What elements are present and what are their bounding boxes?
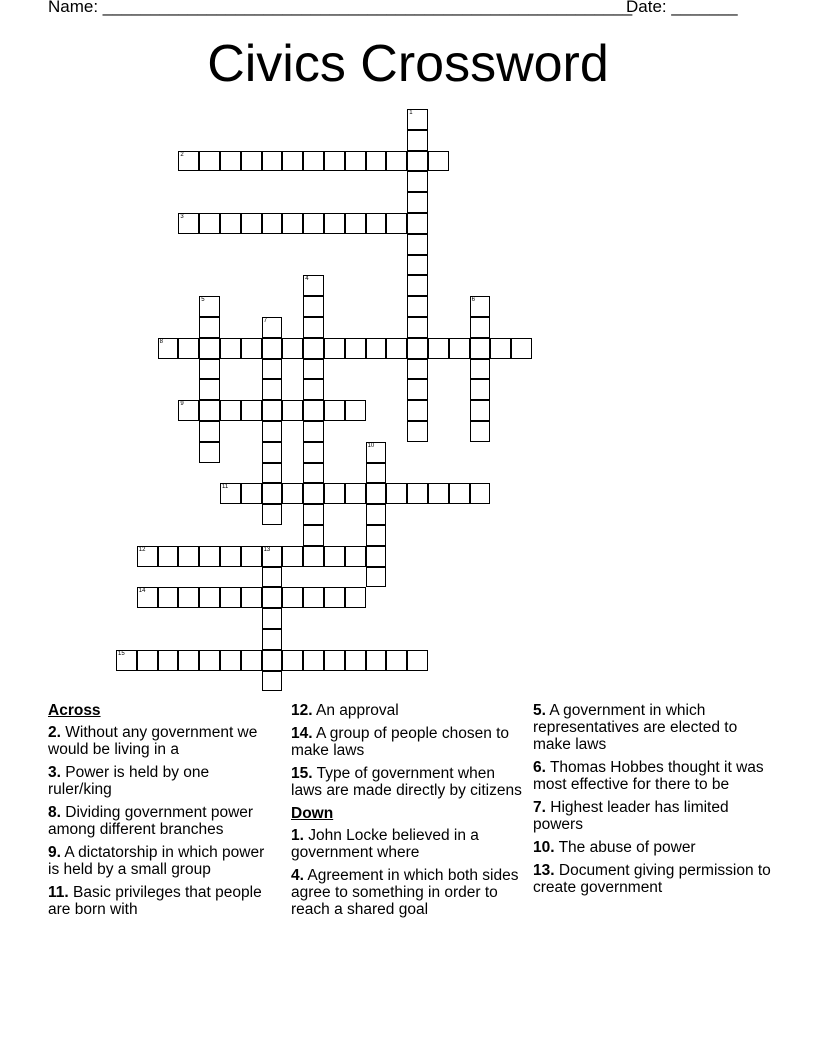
grid-cell[interactable] [324,338,345,359]
grid-cell[interactable] [407,379,428,400]
grid-cell[interactable] [345,546,366,567]
clue-text: The abuse of power [558,839,696,856]
clues-column-2 [291,702,523,924]
clue-number: 13. [533,862,555,879]
grid-cell[interactable] [220,587,241,608]
grid-cell[interactable] [303,587,324,608]
clue-across-3 [48,764,273,798]
clue-across-9 [48,844,273,878]
grid-cell[interactable] [366,213,387,234]
grid-cell[interactable] [303,296,324,317]
grid-cell[interactable] [199,151,220,172]
grid-cell[interactable] [282,151,303,172]
clue-text: Power is held by one ruler/king [48,764,210,798]
grid-cell[interactable] [199,359,220,380]
grid-cell[interactable] [262,442,283,463]
grid-cell[interactable] [407,130,428,151]
grid-cell[interactable] [199,338,220,359]
grid-cell[interactable] [199,587,220,608]
grid-cell[interactable] [303,421,324,442]
clue-number: 1. [291,827,304,844]
grid-cell[interactable] [324,213,345,234]
grid-cell[interactable] [470,379,491,400]
clue-text: A dictatorship in which power is held by a small group [48,844,265,878]
grid-cell[interactable] [282,483,303,504]
grid-cell[interactable] [158,650,179,671]
cell-number: 15 [118,650,125,657]
grid-cell[interactable] [345,400,366,421]
cell-number: 9 [180,401,184,408]
clue-text: Agreement in which both sides agree to something in order to reach a shared goal [291,867,519,918]
grid-cell[interactable] [366,442,387,463]
grid-cell[interactable] [262,463,283,484]
grid-cell[interactable] [262,379,283,400]
clue-number: 4. [291,867,304,884]
grid-cell[interactable] [407,296,428,317]
across-heading: Across [48,702,101,719]
down-heading: Down [291,805,334,822]
grid-cell[interactable] [470,359,491,380]
grid-cell[interactable] [303,379,324,400]
grid-cell[interactable] [199,442,220,463]
grid-cell[interactable] [262,151,283,172]
grid-cell[interactable] [199,421,220,442]
cell-number: 1 [409,110,413,116]
grid-cell[interactable] [220,650,241,671]
grid-cell[interactable] [303,442,324,463]
grid-cell[interactable] [262,587,283,608]
grid-cell[interactable] [407,400,428,421]
clue-number: 11. [48,884,69,901]
grid-cell[interactable] [220,546,241,567]
grid-cell[interactable] [470,317,491,338]
grid-cell[interactable] [303,504,324,525]
grid-cell[interactable] [282,338,303,359]
clue-number: 5. [533,702,546,719]
grid-cell[interactable] [366,567,387,588]
grid-cell[interactable] [282,587,303,608]
grid-cell[interactable] [366,504,387,525]
clue-number: 7. [533,799,546,816]
grid-cell[interactable] [199,379,220,400]
grid-cell[interactable] [511,338,532,359]
clue-down-6 [533,759,773,793]
grid-cell[interactable] [449,338,470,359]
clue-text: Without any government we would be living in a [48,724,258,758]
grid-cell[interactable] [407,192,428,213]
grid-cell[interactable] [407,275,428,296]
grid-cell[interactable] [262,671,283,692]
grid-cell[interactable] [345,483,366,504]
clue-text: A group of people chosen to make laws [291,725,510,759]
grid-cell[interactable] [262,483,283,504]
clue-across-8 [48,804,273,838]
grid-cell[interactable] [345,587,366,608]
cell-number: 4 [305,276,309,283]
grid-cell[interactable] [303,275,324,296]
clue-number: 14. [291,725,313,742]
clue-text: Highest leader has limited powers [533,799,729,833]
grid-cell[interactable] [199,650,220,671]
grid-cell[interactable] [303,546,324,567]
cell-number: 11 [222,484,229,491]
grid-cell[interactable] [386,650,407,671]
clue-text: An approval [316,702,399,719]
grid-cell[interactable] [407,109,428,130]
cell-number: 12 [138,546,146,553]
grid-cell[interactable] [137,546,158,567]
grid-cell[interactable] [324,400,345,421]
grid-cell[interactable] [199,546,220,567]
clue-text: Type of government when laws are made directly by citizens [291,765,522,799]
grid-cell[interactable] [282,546,303,567]
grid-cell[interactable] [137,587,158,608]
grid-cell[interactable] [199,400,220,421]
grid-cell[interactable] [470,296,491,317]
clue-number: 10. [533,839,555,856]
grid-cell[interactable] [407,151,428,172]
grid-cell[interactable] [158,338,179,359]
grid-cell[interactable] [241,338,262,359]
grid-cell[interactable] [303,463,324,484]
grid-cell[interactable] [345,650,366,671]
grid-cell[interactable] [303,151,324,172]
cell-number: 13 [263,546,271,553]
grid-cell[interactable] [241,151,262,172]
grid-cell[interactable] [345,213,366,234]
grid-cell[interactable] [324,587,345,608]
grid-cell[interactable] [407,359,428,380]
clue-text: Thomas Hobbes thought it was most effective for there to be [533,759,764,793]
clue-across-15 [291,765,523,799]
grid-cell[interactable] [137,650,158,671]
grid-cell[interactable] [407,234,428,255]
grid-cell[interactable] [366,338,387,359]
grid-cell[interactable] [407,255,428,276]
grid-cell[interactable] [407,171,428,192]
grid-cell[interactable] [262,421,283,442]
grid-cell[interactable] [303,213,324,234]
clue-text: John Locke believed in a government where [291,827,479,861]
grid-cell[interactable] [241,587,262,608]
grid-cell[interactable] [470,483,491,504]
grid-cell[interactable] [241,400,262,421]
grid-cell[interactable] [386,483,407,504]
grid-cell[interactable] [366,650,387,671]
clues-column-3 [533,702,773,902]
clue-down-1 [291,827,523,861]
clue-number: 6. [533,759,546,776]
clue-number: 12. [291,702,313,719]
grid-cell[interactable] [178,650,199,671]
grid-cell[interactable] [324,151,345,172]
grid-cell[interactable] [262,650,283,671]
grid-cell[interactable] [303,525,324,546]
clue-down-5 [533,702,773,753]
grid-cell[interactable] [470,421,491,442]
grid-cell[interactable] [366,463,387,484]
grid-cell[interactable] [178,213,199,234]
clue-number: 3. [48,764,61,781]
grid-cell[interactable] [220,338,241,359]
grid-cell[interactable] [345,151,366,172]
grid-cell[interactable] [178,151,199,172]
grid-cell[interactable] [178,400,199,421]
grid-cell[interactable] [241,483,262,504]
clue-text: A government in which representatives are elected to make laws [533,702,738,753]
cell-number: 14 [138,588,146,595]
grid-cell[interactable] [262,400,283,421]
clue-down-13 [533,862,773,896]
clue-text: Basic privileges that people are born with [48,884,262,918]
grid-cell[interactable] [282,650,303,671]
grid-cell[interactable] [303,359,324,380]
grid-cell[interactable] [241,213,262,234]
grid-cell[interactable] [428,483,449,504]
grid-cell[interactable] [303,650,324,671]
cell-number: 10 [367,442,375,449]
grid-cell[interactable] [282,400,303,421]
grid-cell[interactable] [241,650,262,671]
grid-cell[interactable] [303,400,324,421]
grid-cell[interactable] [407,421,428,442]
grid-cell[interactable] [220,483,241,504]
grid-cell[interactable] [428,151,449,172]
grid-cell[interactable] [158,546,179,567]
grid-cell[interactable] [220,400,241,421]
cell-number: 8 [159,338,163,345]
grid-cell[interactable] [262,317,283,338]
grid-cell[interactable] [366,546,387,567]
grid-cell[interactable] [428,338,449,359]
grid-cell[interactable] [470,338,491,359]
cell-number: 2 [180,151,184,158]
clue-number: 15. [291,765,313,782]
grid-cell[interactable] [407,213,428,234]
clue-down-10 [533,839,773,856]
clue-across-14 [291,725,523,759]
grid-cell[interactable] [407,338,428,359]
grid-cell[interactable] [324,546,345,567]
clue-number: 2. [48,724,61,741]
clue-number: 9. [48,844,61,861]
grid-cell[interactable] [366,151,387,172]
grid-cell[interactable] [324,650,345,671]
grid-cell[interactable] [220,151,241,172]
grid-cell[interactable] [178,587,199,608]
cell-number: 6 [471,297,475,304]
grid-cell[interactable] [158,587,179,608]
grid-cell[interactable] [303,317,324,338]
grid-cell[interactable] [490,338,511,359]
cell-number: 3 [180,214,184,220]
grid-cell[interactable] [386,338,407,359]
grid-cell[interactable] [178,546,199,567]
grid-cell[interactable] [407,650,428,671]
grid-cell[interactable] [282,213,303,234]
grid-cell[interactable] [262,608,283,629]
grid-cell[interactable] [262,504,283,525]
clue-across-12 [291,702,523,719]
grid-cell[interactable] [199,213,220,234]
grid-cell[interactable] [262,567,283,588]
grid-cell[interactable] [262,359,283,380]
clue-text: Dividing government power among different branches [48,804,254,838]
grid-cell[interactable] [449,483,470,504]
clue-down-7 [533,799,773,833]
grid-cell[interactable] [303,483,324,504]
grid-cell[interactable] [262,213,283,234]
clue-down-4 [291,867,523,918]
grid-cell[interactable] [303,338,324,359]
grid-cell[interactable] [178,338,199,359]
grid-cell[interactable] [262,338,283,359]
grid-cell[interactable] [199,317,220,338]
clue-across-11 [48,884,273,918]
clues-column-1 [48,702,273,924]
clue-across-2 [48,724,273,758]
grid-cell[interactable] [199,296,220,317]
date-field-label: Date: _______ [626,0,738,16]
grid-cell[interactable] [220,213,241,234]
grid-cell[interactable] [324,483,345,504]
cell-number: 7 [263,318,267,324]
grid-cell[interactable] [262,629,283,650]
grid-cell[interactable] [407,317,428,338]
clue-text: Document giving permission to create government [533,862,771,896]
grid-cell[interactable] [345,338,366,359]
grid-cell[interactable] [366,483,387,504]
grid-cell[interactable] [386,213,407,234]
grid-cell[interactable] [116,650,137,671]
grid-cell[interactable] [407,483,428,504]
grid-cell[interactable] [386,151,407,172]
grid-cell[interactable] [241,546,262,567]
cell-number: 5 [201,297,205,304]
grid-cell[interactable] [262,546,283,567]
grid-cell[interactable] [470,400,491,421]
name-field-label: Name: ________________________________________________________ [48,0,633,16]
clue-number: 8. [48,804,61,821]
page-title: Civics Crossword [207,35,609,93]
grid-cell[interactable] [366,525,387,546]
